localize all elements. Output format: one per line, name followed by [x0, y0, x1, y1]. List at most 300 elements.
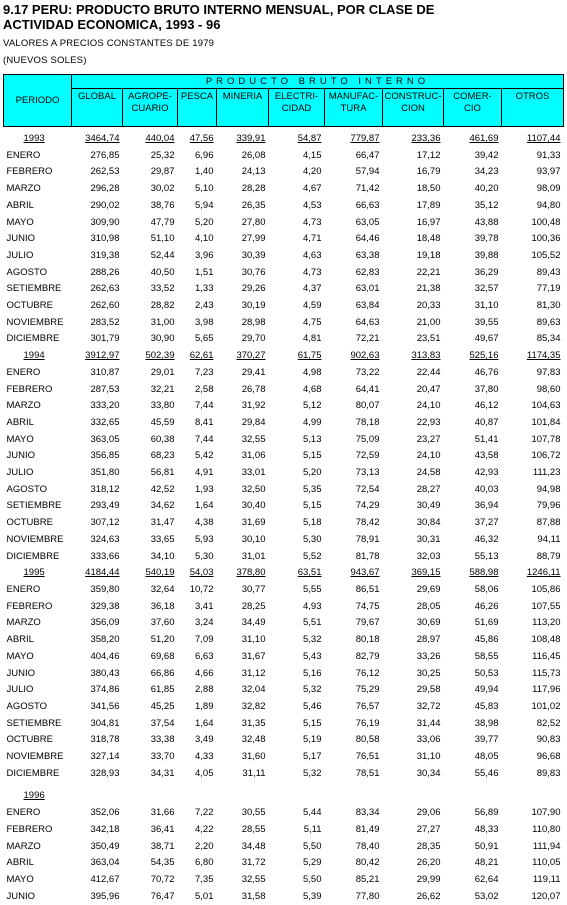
- value-cell: 27,80: [241, 216, 266, 228]
- value-cell: [444, 788, 502, 805]
- value-cell: 32,03: [416, 550, 441, 562]
- value-cell-text: 902,63: [350, 350, 380, 362]
- value-cell: 1,89: [195, 700, 214, 712]
- month-row: [4, 889, 564, 905]
- month-row: [4, 699, 564, 716]
- value-cell: 38,71: [150, 840, 175, 852]
- month-row: [4, 599, 564, 616]
- value-cell: 17,89: [416, 199, 441, 211]
- value-cell: 4,75: [303, 316, 322, 328]
- value-cell: 318,12: [90, 483, 120, 495]
- value-cell: 30,90: [150, 333, 175, 345]
- value-cell: 30,76: [241, 266, 266, 278]
- value-cell: [325, 565, 383, 582]
- value-cell: 4,73: [303, 216, 322, 228]
- value-cell: 74,75: [355, 600, 380, 612]
- month-label: MAYO: [6, 650, 34, 662]
- value-cell: 2,58: [195, 383, 214, 395]
- value-cell: 48,21: [474, 857, 499, 869]
- value-cell: 3,41: [195, 600, 214, 612]
- value-cell-text: 1174,35: [526, 350, 561, 362]
- value-cell: 100,48: [531, 216, 561, 228]
- value-cell: 288,26: [90, 266, 120, 278]
- value-cell: 3,24: [195, 617, 214, 629]
- month-label: SETIEMBRE: [6, 717, 62, 729]
- value-cell: 66,63: [355, 199, 380, 211]
- value-cell: 58,06: [474, 583, 499, 595]
- month-label: MAYO: [6, 433, 34, 445]
- value-cell: 29,84: [241, 416, 266, 428]
- header-column-text: CIO: [464, 103, 481, 114]
- value-cell: 17,12: [416, 149, 441, 161]
- value-cell: 30,31: [416, 533, 441, 545]
- value-cell: 28,35: [416, 840, 441, 852]
- month-label: NOVIEMBRE: [6, 316, 64, 328]
- value-cell: 30,77: [241, 583, 266, 595]
- month-row: [4, 198, 564, 215]
- year-total-row: [4, 565, 564, 582]
- value-cell: [178, 348, 217, 365]
- month-row: [4, 465, 564, 482]
- value-cell: 31,00: [150, 316, 175, 328]
- month-row: [4, 231, 564, 248]
- value-cell: 33,06: [416, 734, 441, 746]
- month-row: [4, 649, 564, 666]
- value-cell: 318,78: [90, 734, 120, 746]
- value-cell: 32,64: [150, 583, 175, 595]
- value-cell: 93,97: [536, 166, 561, 178]
- value-cell: 78,91: [355, 533, 380, 545]
- value-cell: 304,81: [90, 717, 120, 729]
- value-cell: 1,33: [195, 283, 214, 295]
- month-label: OCTUBRE: [6, 517, 53, 529]
- value-cell: 31,06: [241, 450, 266, 462]
- month-row: [4, 448, 564, 465]
- value-cell: 89,43: [536, 266, 561, 278]
- value-cell: 31,10: [416, 751, 441, 763]
- month-row: [4, 855, 564, 872]
- value-cell: 101,84: [531, 416, 561, 428]
- month-row: [4, 582, 564, 599]
- value-cell: 76,57: [355, 700, 380, 712]
- value-cell-text: 3912,97: [85, 350, 120, 362]
- value-cell: [383, 348, 444, 365]
- header-column: [444, 89, 502, 127]
- value-cell: 4,20: [303, 166, 322, 178]
- value-cell: 81,49: [355, 823, 380, 835]
- value-cell: 50,53: [474, 667, 499, 679]
- value-cell: 10,72: [189, 583, 214, 595]
- value-cell: 22,44: [416, 366, 441, 378]
- month-label: ABRIL: [6, 416, 34, 428]
- value-cell: 4,22: [195, 823, 214, 835]
- value-cell: 5,12: [303, 400, 322, 412]
- value-cell: 19,18: [416, 249, 441, 261]
- month-label: ENERO: [6, 807, 41, 819]
- value-cell: [123, 127, 178, 148]
- value-cell: 32,72: [416, 700, 441, 712]
- value-cell: 94,98: [536, 483, 561, 495]
- value-cell: 25,32: [150, 149, 175, 161]
- value-cell: 30,55: [241, 807, 266, 819]
- value-cell: 28,28: [241, 183, 266, 195]
- header-column: [217, 89, 269, 127]
- value-cell: 27,99: [241, 233, 266, 245]
- header-column-text: MANUFAC-: [328, 91, 379, 102]
- month-label: MARZO: [6, 183, 41, 195]
- month-label: SETIEMBRE: [6, 283, 62, 295]
- month-label: JUNIO: [6, 667, 35, 679]
- month-row: [4, 164, 564, 181]
- month-label: AGOSTO: [6, 266, 47, 278]
- value-cell: 29,41: [241, 366, 266, 378]
- value-cell: 287,53: [90, 383, 120, 395]
- value-cell: 1,40: [195, 166, 214, 178]
- month-label: FEBRERO: [6, 823, 53, 835]
- value-cell: 404,46: [90, 650, 120, 662]
- month-label: FEBRERO: [6, 166, 53, 178]
- value-cell: 104,63: [531, 400, 561, 412]
- value-cell: 39,42: [474, 149, 499, 161]
- value-cell-text: 378,80: [236, 567, 266, 579]
- value-cell: 51,20: [150, 634, 175, 646]
- value-cell: 6,63: [195, 650, 214, 662]
- value-cell: 24,13: [241, 166, 266, 178]
- value-cell: [178, 127, 217, 148]
- value-cell: 5,65: [195, 333, 214, 345]
- value-cell: 5,32: [303, 684, 322, 696]
- value-cell: 7,09: [195, 634, 214, 646]
- value-cell: 5,11: [303, 823, 322, 835]
- value-cell: 111,23: [532, 467, 561, 479]
- value-cell: 77,19: [536, 283, 561, 295]
- year-label: [4, 565, 72, 582]
- value-cell: 30,40: [241, 500, 266, 512]
- value-cell: 48,05: [474, 751, 499, 763]
- value-cell: 111,94: [532, 840, 561, 852]
- value-cell: 412,67: [90, 873, 120, 885]
- value-cell: 72,54: [355, 483, 380, 495]
- value-cell: [444, 127, 502, 148]
- value-cell: 3,96: [195, 249, 214, 261]
- month-row: [4, 248, 564, 265]
- month-row: [4, 432, 564, 449]
- value-cell: 31,01: [241, 550, 266, 562]
- value-cell: 31,60: [241, 751, 266, 763]
- value-cell: 6,80: [195, 857, 214, 869]
- value-cell: 77,80: [355, 890, 380, 902]
- month-label: MARZO: [6, 400, 41, 412]
- month-label: JULIO: [6, 684, 34, 696]
- value-cell: [123, 348, 178, 365]
- value-cell: 31,44: [416, 717, 441, 729]
- month-row: [4, 148, 564, 165]
- value-cell: [383, 565, 444, 582]
- value-cell: 101,02: [531, 700, 561, 712]
- month-row: [4, 666, 564, 683]
- value-cell: 40,50: [150, 266, 175, 278]
- value-cell: 63,38: [355, 249, 380, 261]
- value-cell: 28,97: [416, 634, 441, 646]
- value-cell: 47,79: [150, 216, 175, 228]
- value-cell: 5,32: [303, 767, 322, 779]
- value-cell: 73,22: [355, 366, 380, 378]
- value-cell: 24,10: [416, 400, 441, 412]
- value-cell: [502, 788, 564, 805]
- value-cell: 32,55: [241, 873, 266, 885]
- month-row: [4, 732, 564, 749]
- value-cell-text: 502,39: [145, 350, 175, 362]
- header-column-text: TURA: [340, 103, 367, 114]
- value-cell: 40,03: [474, 483, 499, 495]
- value-cell: 69,68: [150, 650, 175, 662]
- header-column-text: MINERIA: [222, 91, 263, 102]
- value-cell: 37,60: [150, 617, 175, 629]
- month-label: DICIEMBRE: [6, 767, 60, 779]
- value-cell: 33,80: [150, 400, 175, 412]
- value-cell: [123, 565, 178, 582]
- month-row: [4, 398, 564, 415]
- value-cell: 37,54: [150, 717, 175, 729]
- value-cell: 4,59: [303, 300, 322, 312]
- value-cell: 262,60: [90, 300, 120, 312]
- value-cell: 52,44: [150, 249, 175, 261]
- title-line-2: ACTIVIDAD ECONOMICA, 1993 - 96: [3, 17, 221, 32]
- value-cell: 46,12: [474, 400, 499, 412]
- value-cell: 29,87: [150, 166, 175, 178]
- value-cell: 46,32: [474, 533, 499, 545]
- value-cell: 39,78: [474, 233, 499, 245]
- value-cell: 310,98: [90, 233, 120, 245]
- value-cell: 30,19: [241, 300, 266, 312]
- value-cell: 327,14: [90, 751, 120, 763]
- month-row: [4, 482, 564, 499]
- value-cell: 33,65: [150, 533, 175, 545]
- value-cell: 76,51: [355, 751, 380, 763]
- value-cell-text: 313,83: [411, 350, 441, 362]
- month-row: [4, 415, 564, 432]
- value-cell: 24,58: [416, 467, 441, 479]
- value-cell: [269, 348, 325, 365]
- value-cell: 5,52: [303, 550, 322, 562]
- month-row: [4, 498, 564, 515]
- month-label: ENERO: [6, 149, 41, 161]
- value-cell: 38,98: [474, 717, 499, 729]
- year-label-text: 1993: [23, 133, 45, 144]
- value-cell: 31,47: [150, 517, 175, 529]
- year-total-row: [4, 127, 564, 148]
- value-cell: 63,01: [355, 283, 380, 295]
- value-cell: 46,26: [474, 600, 499, 612]
- value-cell: 76,47: [150, 890, 175, 902]
- value-cell: 31,72: [241, 857, 266, 869]
- value-cell-text: 61,75: [297, 350, 322, 362]
- value-cell: 39,77: [474, 734, 499, 746]
- value-cell: 30,84: [416, 517, 441, 529]
- value-cell: 31,92: [241, 400, 266, 412]
- value-cell: 30,02: [150, 183, 175, 195]
- value-cell: 54,35: [150, 857, 175, 869]
- value-cell: 5,15: [303, 717, 322, 729]
- value-cell: [325, 127, 383, 148]
- value-cell: 4,05: [195, 767, 214, 779]
- value-cell: 66,86: [150, 667, 175, 679]
- header-column-text: PESCA: [180, 91, 214, 102]
- value-cell-text: 369,15: [411, 567, 441, 579]
- value-cell: [178, 565, 217, 582]
- value-cell-text: 370,27: [236, 350, 266, 362]
- value-cell: 106,72: [531, 450, 561, 462]
- value-cell: 89,83: [536, 767, 561, 779]
- header-column-text: ELECTRI-: [274, 91, 319, 102]
- value-cell: 16,79: [416, 166, 441, 178]
- value-cell: 5,93: [195, 533, 214, 545]
- month-row: [4, 682, 564, 699]
- value-cell: 7,35: [195, 873, 214, 885]
- value-cell: 105,52: [531, 249, 561, 261]
- value-cell: 5,30: [195, 550, 214, 562]
- value-cell: 78,18: [355, 416, 380, 428]
- header-column-text: CONSTRUC-: [384, 91, 442, 102]
- value-cell: 86,51: [355, 583, 380, 595]
- month-row: [4, 331, 564, 348]
- value-cell: 4,81: [303, 333, 322, 345]
- value-cell: 356,09: [90, 617, 120, 629]
- value-cell: 63,84: [355, 300, 380, 312]
- value-cell: 22,93: [416, 416, 441, 428]
- header-column: [269, 89, 325, 127]
- value-cell-text: 63,51: [297, 567, 322, 579]
- value-cell: 363,04: [90, 857, 120, 869]
- value-cell: 5,20: [303, 467, 322, 479]
- value-cell: 26,62: [416, 890, 441, 902]
- value-cell: 352,06: [90, 807, 120, 819]
- value-cell: 71,42: [355, 183, 380, 195]
- value-cell: 5,50: [303, 840, 322, 852]
- value-cell: 7,22: [195, 807, 214, 819]
- month-row: [4, 281, 564, 298]
- month-row: [4, 549, 564, 566]
- value-cell: 115,73: [532, 667, 561, 679]
- header-column-text: AGROPE-: [128, 91, 172, 102]
- year-label-text: 1996: [23, 790, 45, 802]
- value-cell: 34,49: [241, 617, 266, 629]
- value-cell: 113,20: [532, 617, 561, 629]
- value-cell: [217, 127, 269, 148]
- header-column: [325, 89, 383, 127]
- header-column: [72, 89, 123, 127]
- value-cell: 5,32: [303, 634, 322, 646]
- value-cell: 87,88: [536, 517, 561, 529]
- value-cell: 5,50: [303, 873, 322, 885]
- value-cell: 51,41: [474, 433, 499, 445]
- gdp-table: [3, 74, 564, 905]
- value-cell: 2,88: [195, 684, 214, 696]
- month-row: [4, 872, 564, 889]
- value-cell: 89,63: [536, 316, 561, 328]
- value-cell: 79,67: [355, 617, 380, 629]
- value-cell: [383, 788, 444, 805]
- value-cell: 5,20: [195, 216, 214, 228]
- value-cell: 310,87: [90, 366, 120, 378]
- value-cell-text: 440,04: [145, 133, 175, 144]
- value-cell: 307,12: [90, 517, 120, 529]
- value-cell: 88,79: [536, 550, 561, 562]
- value-cell: 70,72: [150, 873, 175, 885]
- year-label: [4, 788, 72, 805]
- value-cell: 30,34: [416, 767, 441, 779]
- value-cell: 107,55: [531, 600, 561, 612]
- value-cell: 350,49: [90, 840, 120, 852]
- value-cell: [72, 348, 123, 365]
- value-cell: 18,50: [416, 183, 441, 195]
- month-label: MARZO: [6, 840, 41, 852]
- value-cell: 62,64: [474, 873, 499, 885]
- value-cell: 98,60: [536, 383, 561, 395]
- value-cell: 43,58: [474, 450, 499, 462]
- year-total-row: [4, 788, 564, 805]
- month-label: ENERO: [6, 366, 41, 378]
- value-cell: 39,88: [474, 249, 499, 261]
- value-cell: 262,53: [90, 166, 120, 178]
- value-cell: 27,27: [416, 823, 441, 835]
- value-cell: 94,11: [537, 533, 561, 545]
- value-cell: 31,66: [150, 807, 175, 819]
- value-cell: 380,43: [90, 667, 120, 679]
- month-row: [4, 382, 564, 399]
- value-cell: [217, 565, 269, 582]
- value-cell: 351,80: [90, 467, 120, 479]
- value-cell: 29,69: [416, 583, 441, 595]
- value-cell: 32,57: [474, 283, 499, 295]
- month-label: MAYO: [6, 216, 34, 228]
- month-row: [4, 766, 564, 783]
- value-cell: 32,50: [241, 483, 266, 495]
- value-cell: 57,94: [355, 166, 380, 178]
- header-column-text: CUARIO: [131, 103, 169, 114]
- value-cell: 28,25: [241, 600, 266, 612]
- month-label: MAYO: [6, 873, 34, 885]
- month-row: [4, 315, 564, 332]
- value-cell: 78,42: [355, 517, 380, 529]
- value-cell: 276,85: [90, 149, 120, 161]
- value-cell: 58,55: [474, 650, 499, 662]
- value-cell: 49,94: [474, 684, 499, 696]
- value-cell: [72, 565, 123, 582]
- year-label: [4, 127, 72, 148]
- value-cell: 26,08: [241, 149, 266, 161]
- value-cell: 30,49: [416, 500, 441, 512]
- value-cell: [72, 127, 123, 148]
- value-cell: 85,34: [536, 333, 561, 345]
- value-cell: 72,21: [355, 333, 380, 345]
- value-cell: 5,94: [195, 199, 214, 211]
- value-cell: 76,12: [355, 667, 380, 679]
- value-cell: 5,17: [303, 751, 322, 763]
- value-cell: [269, 565, 325, 582]
- value-cell: 32,21: [150, 383, 175, 395]
- value-cell: 26,35: [241, 199, 266, 211]
- month-row: [4, 716, 564, 733]
- value-cell: [269, 127, 325, 148]
- value-cell-text: 525,16: [469, 350, 499, 362]
- value-cell: 1,64: [195, 500, 214, 512]
- value-cell: 90,83: [536, 734, 561, 746]
- value-cell: 80,07: [355, 400, 380, 412]
- value-cell: 319,38: [90, 249, 120, 261]
- value-cell: 50,91: [474, 840, 499, 852]
- value-cell: 120,07: [531, 890, 561, 902]
